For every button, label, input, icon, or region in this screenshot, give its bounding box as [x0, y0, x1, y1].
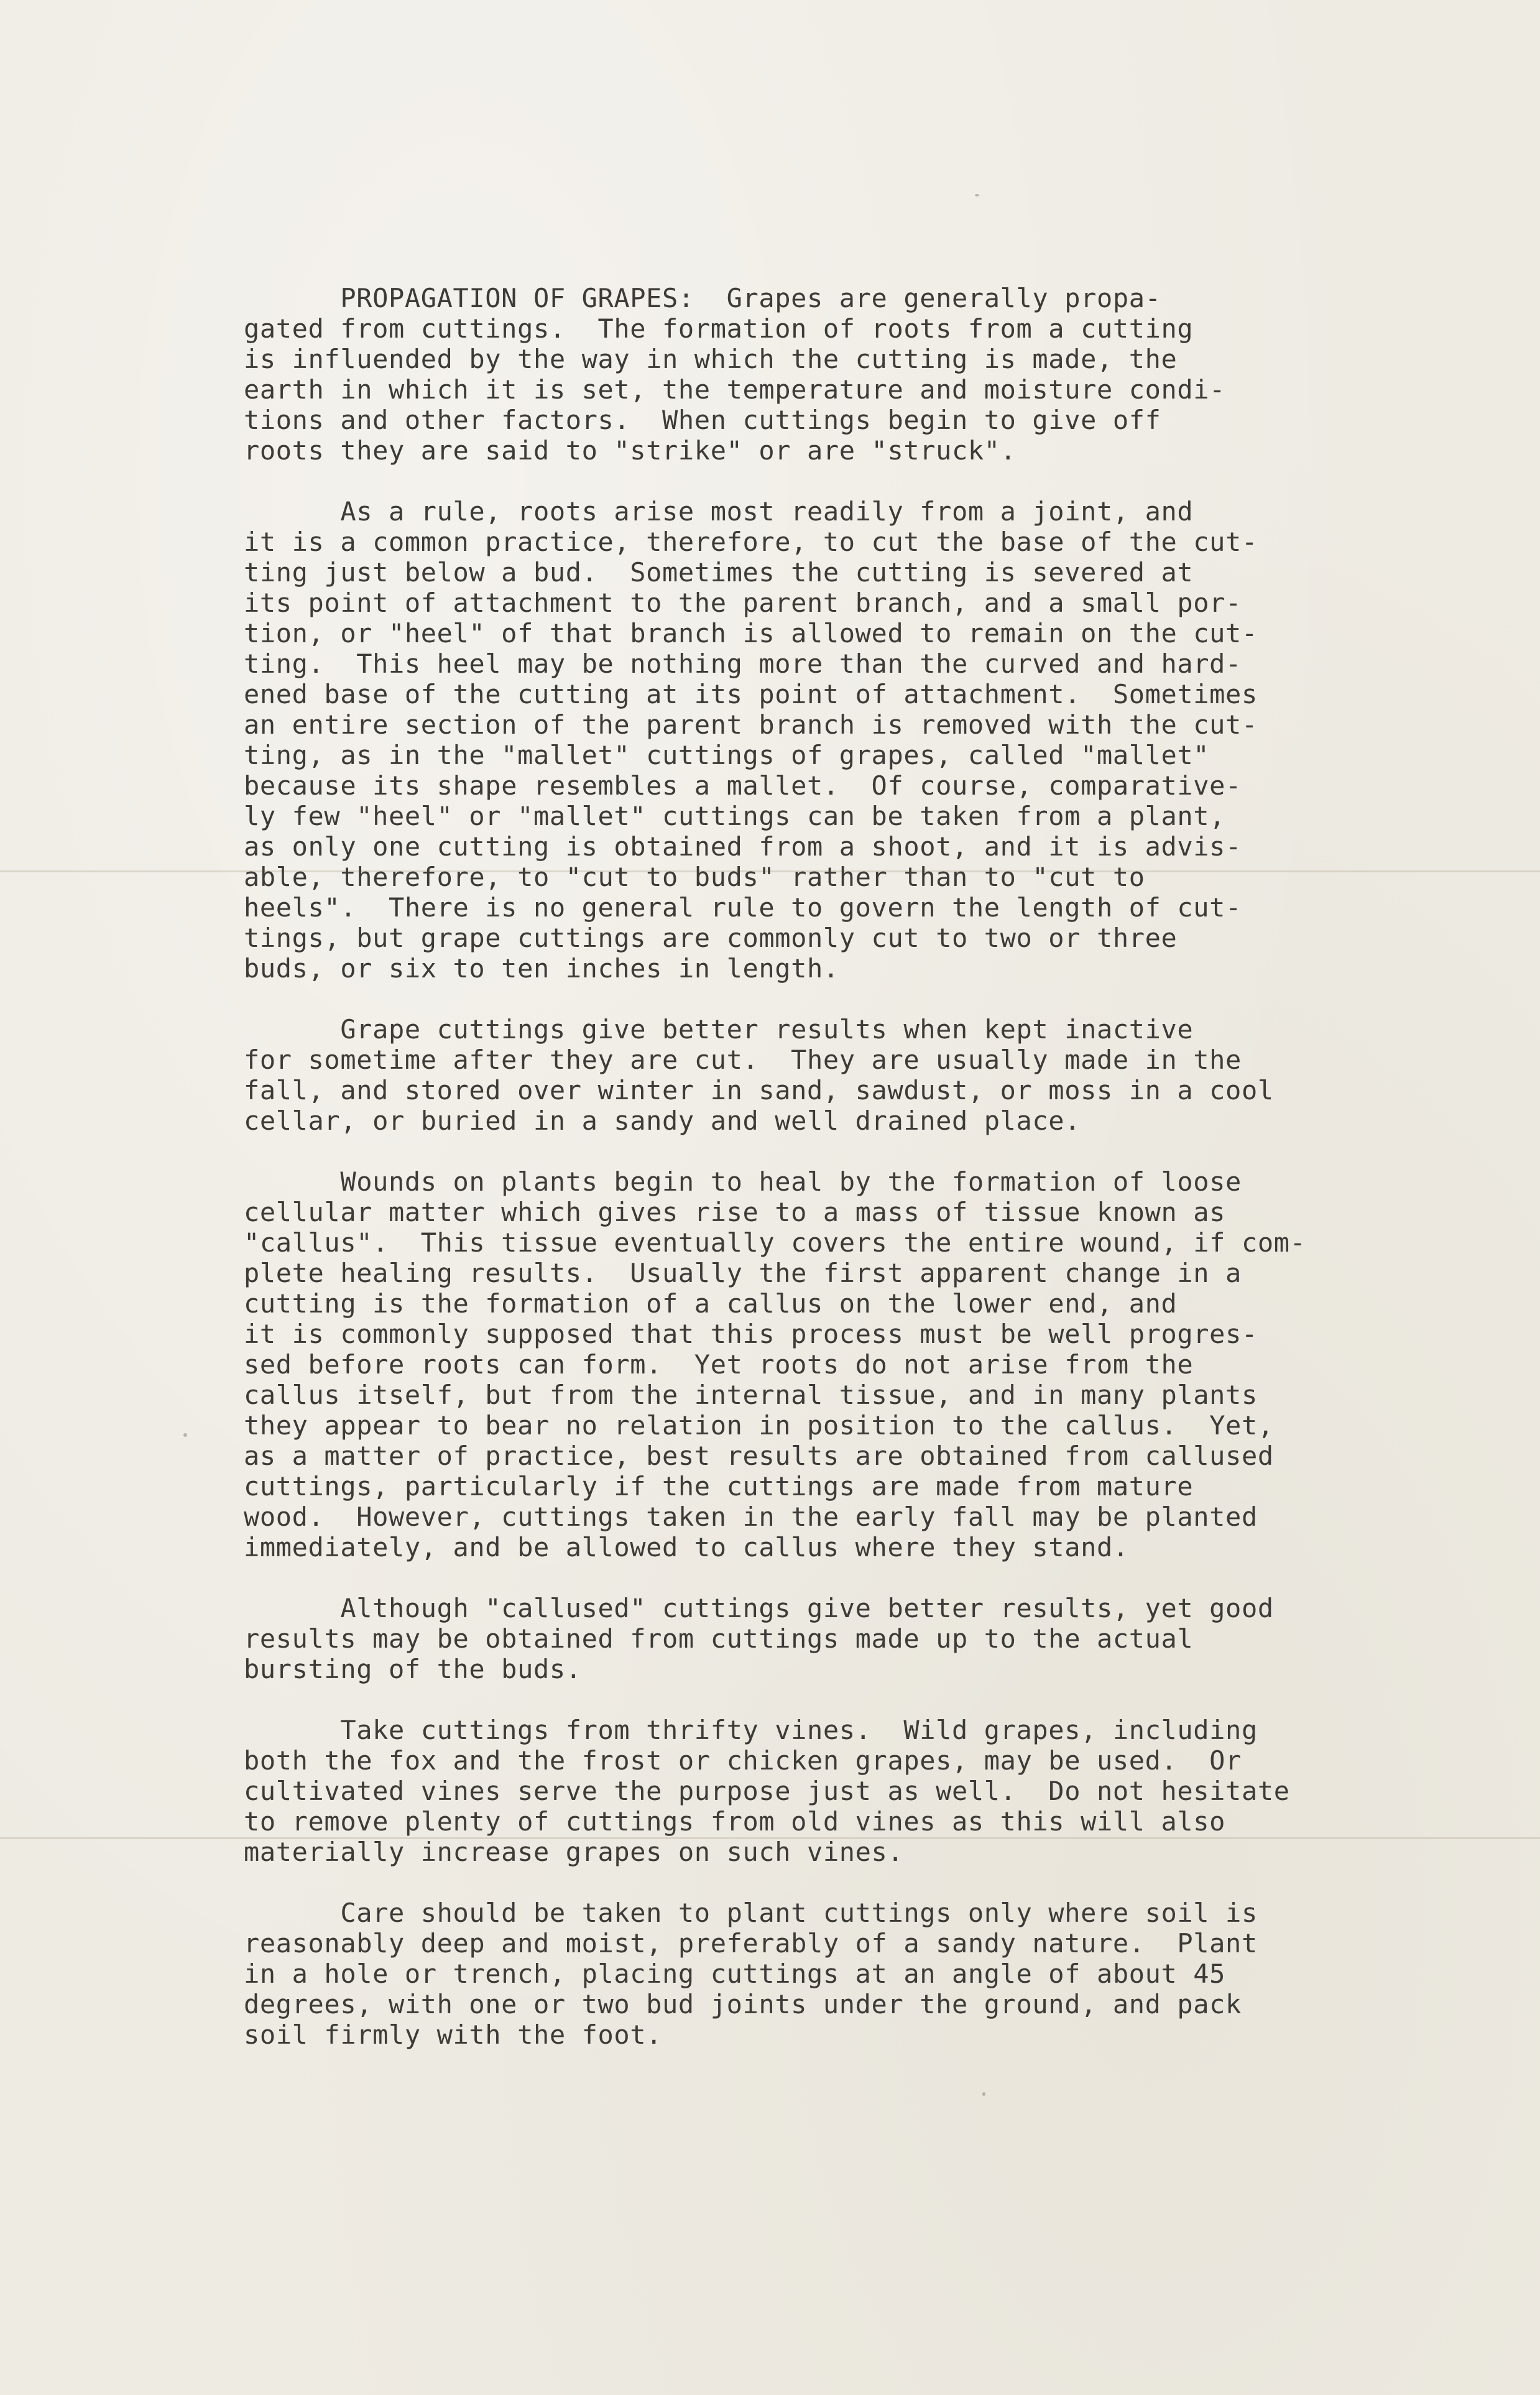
text-line: cultivated vines serve the purpose just as well. Do not hesitate	[244, 1776, 1290, 1806]
text-line: Care should be taken to plant cuttings only where soil is	[244, 1898, 1258, 1928]
text-line: earth in which it is set, the temperature and moisture condi-	[244, 374, 1226, 405]
text-line: tions and other factors. When cuttings begin to give off	[244, 405, 1161, 435]
text-line: materially increase grapes on such vines.	[244, 1837, 904, 1867]
text-line: roots they are said to "strike" or are "struck".	[244, 435, 1017, 466]
text-line: tion, or "heel" of that branch is allowed to remain on the cut-	[244, 618, 1258, 648]
text-line: "callus". This tissue eventually covers the entire wound, if com-	[244, 1227, 1306, 1258]
text-line: fall, and stored over winter in sand, sawdust, or moss in a cool	[244, 1075, 1274, 1105]
text-line: they appear to bear no relation in position to the callus. Yet,	[244, 1410, 1274, 1441]
text-line: as a matter of practice, best results are obtained from callused	[244, 1441, 1274, 1471]
text-line: in a hole or trench, placing cuttings at an angle of about 45	[244, 1959, 1226, 1989]
paragraph	[244, 1593, 1487, 1684]
text-line: to remove plenty of cuttings from old vines as this will also	[244, 1806, 1226, 1837]
text-line: both the fox and the frost or chicken grapes, may be used. Or	[244, 1745, 1242, 1776]
text-line: its point of attachment to the parent branch, and a small por-	[244, 588, 1242, 618]
text-line: because its shape resembles a mallet. Of course, comparative-	[244, 770, 1242, 801]
text-line: cuttings, particularly if the cuttings are made from mature	[244, 1471, 1194, 1502]
text-line: soil firmly with the foot.	[244, 2019, 663, 2050]
text-line: ting just below a bud. Sometimes the cutting is severed at	[244, 557, 1194, 588]
text-line: an entire section of the parent branch is removed with the cut-	[244, 709, 1258, 740]
text-line: results may be obtained from cuttings made up to the actual	[244, 1623, 1194, 1654]
text-line: Although "callused" cuttings give better results, yet good	[244, 1593, 1274, 1623]
text-line: ting. This heel may be nothing more than the curved and hard-	[244, 648, 1242, 679]
text-line: ened base of the cutting at its point of attachment. Sometimes	[244, 679, 1258, 709]
paragraph	[244, 1898, 1487, 2050]
paper-speck	[982, 2092, 985, 2096]
text-line: heels". There is no general rule to govern the length of cut-	[244, 892, 1242, 923]
text-line: gated from cuttings. The formation of roots from a cutting	[244, 313, 1194, 344]
paper-speck	[975, 194, 979, 196]
paragraph	[244, 1715, 1487, 1867]
text-line: cutting is the formation of a callus on the lower end, and	[244, 1288, 1178, 1319]
text-line: Wounds on plants begin to heal by the formation of loose	[244, 1166, 1242, 1197]
paragraph	[244, 496, 1487, 984]
text-line: it is a common practice, therefore, to cut the base of the cut-	[244, 527, 1258, 557]
text-line: tings, but grape cuttings are commonly cut to two or three	[244, 923, 1178, 953]
text-line: reasonably deep and moist, preferably of a sandy nature. Plant	[244, 1928, 1258, 1959]
text-line: plete healing results. Usually the first apparent change in a	[244, 1258, 1242, 1288]
text-line: ly few "heel" or "mallet" cuttings can be taken from a plant,	[244, 801, 1226, 831]
text-line: Take cuttings from thrifty vines. Wild grapes, including	[244, 1715, 1258, 1745]
paragraph	[244, 1166, 1487, 1562]
text-line: As a rule, roots arise most readily from a joint, and	[244, 496, 1194, 527]
paragraph	[244, 283, 1487, 466]
text-line: for sometime after they are cut. They are usually made in the	[244, 1045, 1242, 1075]
text-line: callus itself, but from the internal tissue, and in many plants	[244, 1380, 1258, 1410]
text-line: bursting of the buds.	[244, 1654, 582, 1684]
text-line: cellular matter which gives rise to a mass of tissue known as	[244, 1197, 1226, 1227]
text-line: Grape cuttings give better results when kept inactive	[244, 1014, 1194, 1045]
text-line: sed before roots can form. Yet roots do not arise from the	[244, 1349, 1194, 1380]
text-line: immediately, and be allowed to callus where they stand.	[244, 1532, 1129, 1562]
paragraph	[244, 1014, 1487, 1136]
paper-speck	[183, 1433, 187, 1437]
text-line: is influended by the way in which the cutting is made, the	[244, 344, 1178, 374]
text-line: cellar, or buried in a sandy and well drained place.	[244, 1105, 1081, 1136]
text-line: ting, as in the "mallet" cuttings of grapes, called "mallet"	[244, 740, 1210, 770]
text-line: it is commonly supposed that this process must be well progres-	[244, 1319, 1258, 1349]
text-line: able, therefore, to "cut to buds" rather than to "cut to	[244, 862, 1145, 892]
text-line: degrees, with one or two bud joints under the ground, and pack	[244, 1989, 1242, 2019]
text-line: PROPAGATION OF GRAPES: Grapes are generally propa-	[244, 283, 1161, 313]
text-line: wood. However, cuttings taken in the early fall may be planted	[244, 1502, 1258, 1532]
typewritten-text	[244, 283, 1487, 2080]
text-line: buds, or six to ten inches in length.	[244, 953, 839, 984]
text-line: as only one cutting is obtained from a shoot, and it is advis-	[244, 831, 1242, 862]
